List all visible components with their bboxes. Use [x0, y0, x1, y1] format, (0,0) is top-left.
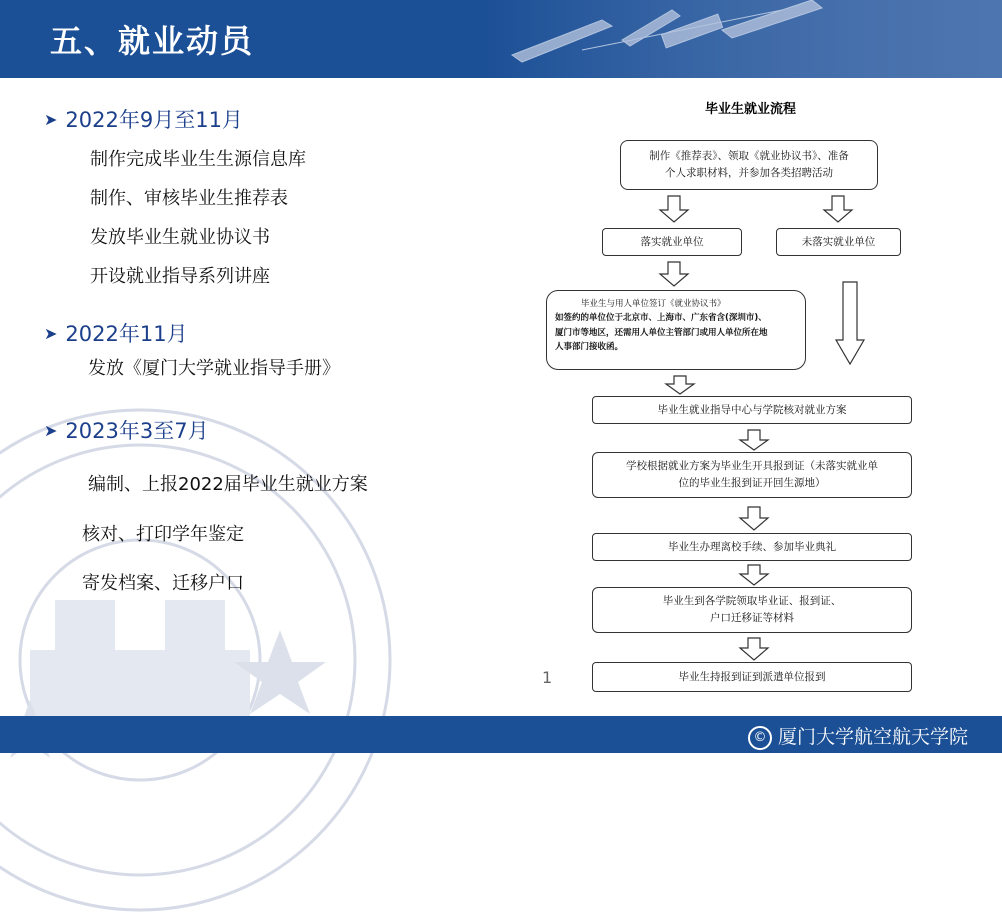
down-arrow-icon	[666, 376, 694, 394]
footer-brand-text: 厦门大学航空航天学院	[777, 726, 968, 748]
page-title: 五、就业动员	[50, 22, 255, 60]
flow-step-verify: 毕业生就业指导中心与学院核对就业方案	[592, 396, 912, 424]
list-item: 核对、打印学年鉴定	[82, 524, 244, 545]
stray-mark: 1	[542, 668, 553, 687]
down-arrow-icon	[836, 282, 864, 364]
down-arrow-icon	[824, 196, 852, 222]
footer-bar	[0, 716, 1002, 753]
flow-step-text: 如签约的单位位于北京市、上海市、广东省含(深圳市)、	[555, 313, 767, 324]
copyright-icon: ©	[748, 726, 772, 750]
flow-step-text: 毕业生与用人单位签订《就业协议书》	[581, 299, 726, 309]
down-arrow-icon	[660, 262, 688, 286]
list-item: 寄发档案、迁移户口	[82, 573, 244, 594]
flow-step-leave-school: 毕业生办理离校手续、参加毕业典礼	[592, 533, 912, 561]
flow-step-text: 学校根据就业方案为毕业生开具报到证（未落实就业单	[626, 460, 878, 473]
down-arrow-icon	[740, 430, 768, 450]
down-arrow-icon	[740, 565, 768, 585]
flow-step-employed: 落实就业单位	[602, 228, 742, 256]
section-heading-text: 2023年3至7月	[65, 419, 209, 443]
flow-step-report-employer: 毕业生持报到证到派遣单位报到	[592, 662, 912, 692]
section-heading-text: 2022年11月	[65, 322, 188, 346]
arrow-bullet-icon: ➤	[44, 324, 58, 343]
list-item: 发放毕业生就业协议书	[90, 227, 270, 248]
flow-step-text: 厦门市等地区，还需用人单位主管部门或用人单位所在地	[555, 327, 768, 338]
flowchart-title: 毕业生就业流程	[705, 102, 797, 117]
arrow-bullet-icon: ➤	[44, 110, 58, 129]
list-item: 发放《厦门大学就业指导手册》	[88, 358, 340, 379]
footer-brand	[748, 722, 968, 750]
down-arrow-icon	[660, 196, 688, 222]
flow-step-text: 个人求职材料，并参加各类招聘活动	[665, 167, 833, 179]
flow-step-text: 毕业生到各学院领取毕业证、报到证、	[662, 595, 842, 608]
list-item: 制作完成毕业生生源信息库	[90, 149, 306, 170]
list-item: 开设就业指导系列讲座	[90, 266, 270, 287]
flow-step-text: 户口迁移证等材料	[710, 612, 794, 624]
down-arrow-icon	[740, 507, 768, 530]
list-item: 制作、审核毕业生推荐表	[90, 188, 288, 209]
down-arrow-icon	[740, 638, 768, 660]
flow-step-text: 人事部门接收函。	[555, 342, 624, 353]
flow-step-text: 制作《推荐表》、领取《就业协议书》、准备	[649, 150, 849, 163]
section-heading-text: 2022年9月至11月	[65, 108, 243, 132]
list-item: 编制、上报2022届毕业生就业方案	[88, 474, 368, 495]
arrow-bullet-icon: ➤	[44, 421, 58, 440]
flow-step-unemployed: 未落实就业单位	[776, 228, 901, 256]
flow-step-text: 位的毕业生报到证开回生源地）	[678, 477, 826, 489]
